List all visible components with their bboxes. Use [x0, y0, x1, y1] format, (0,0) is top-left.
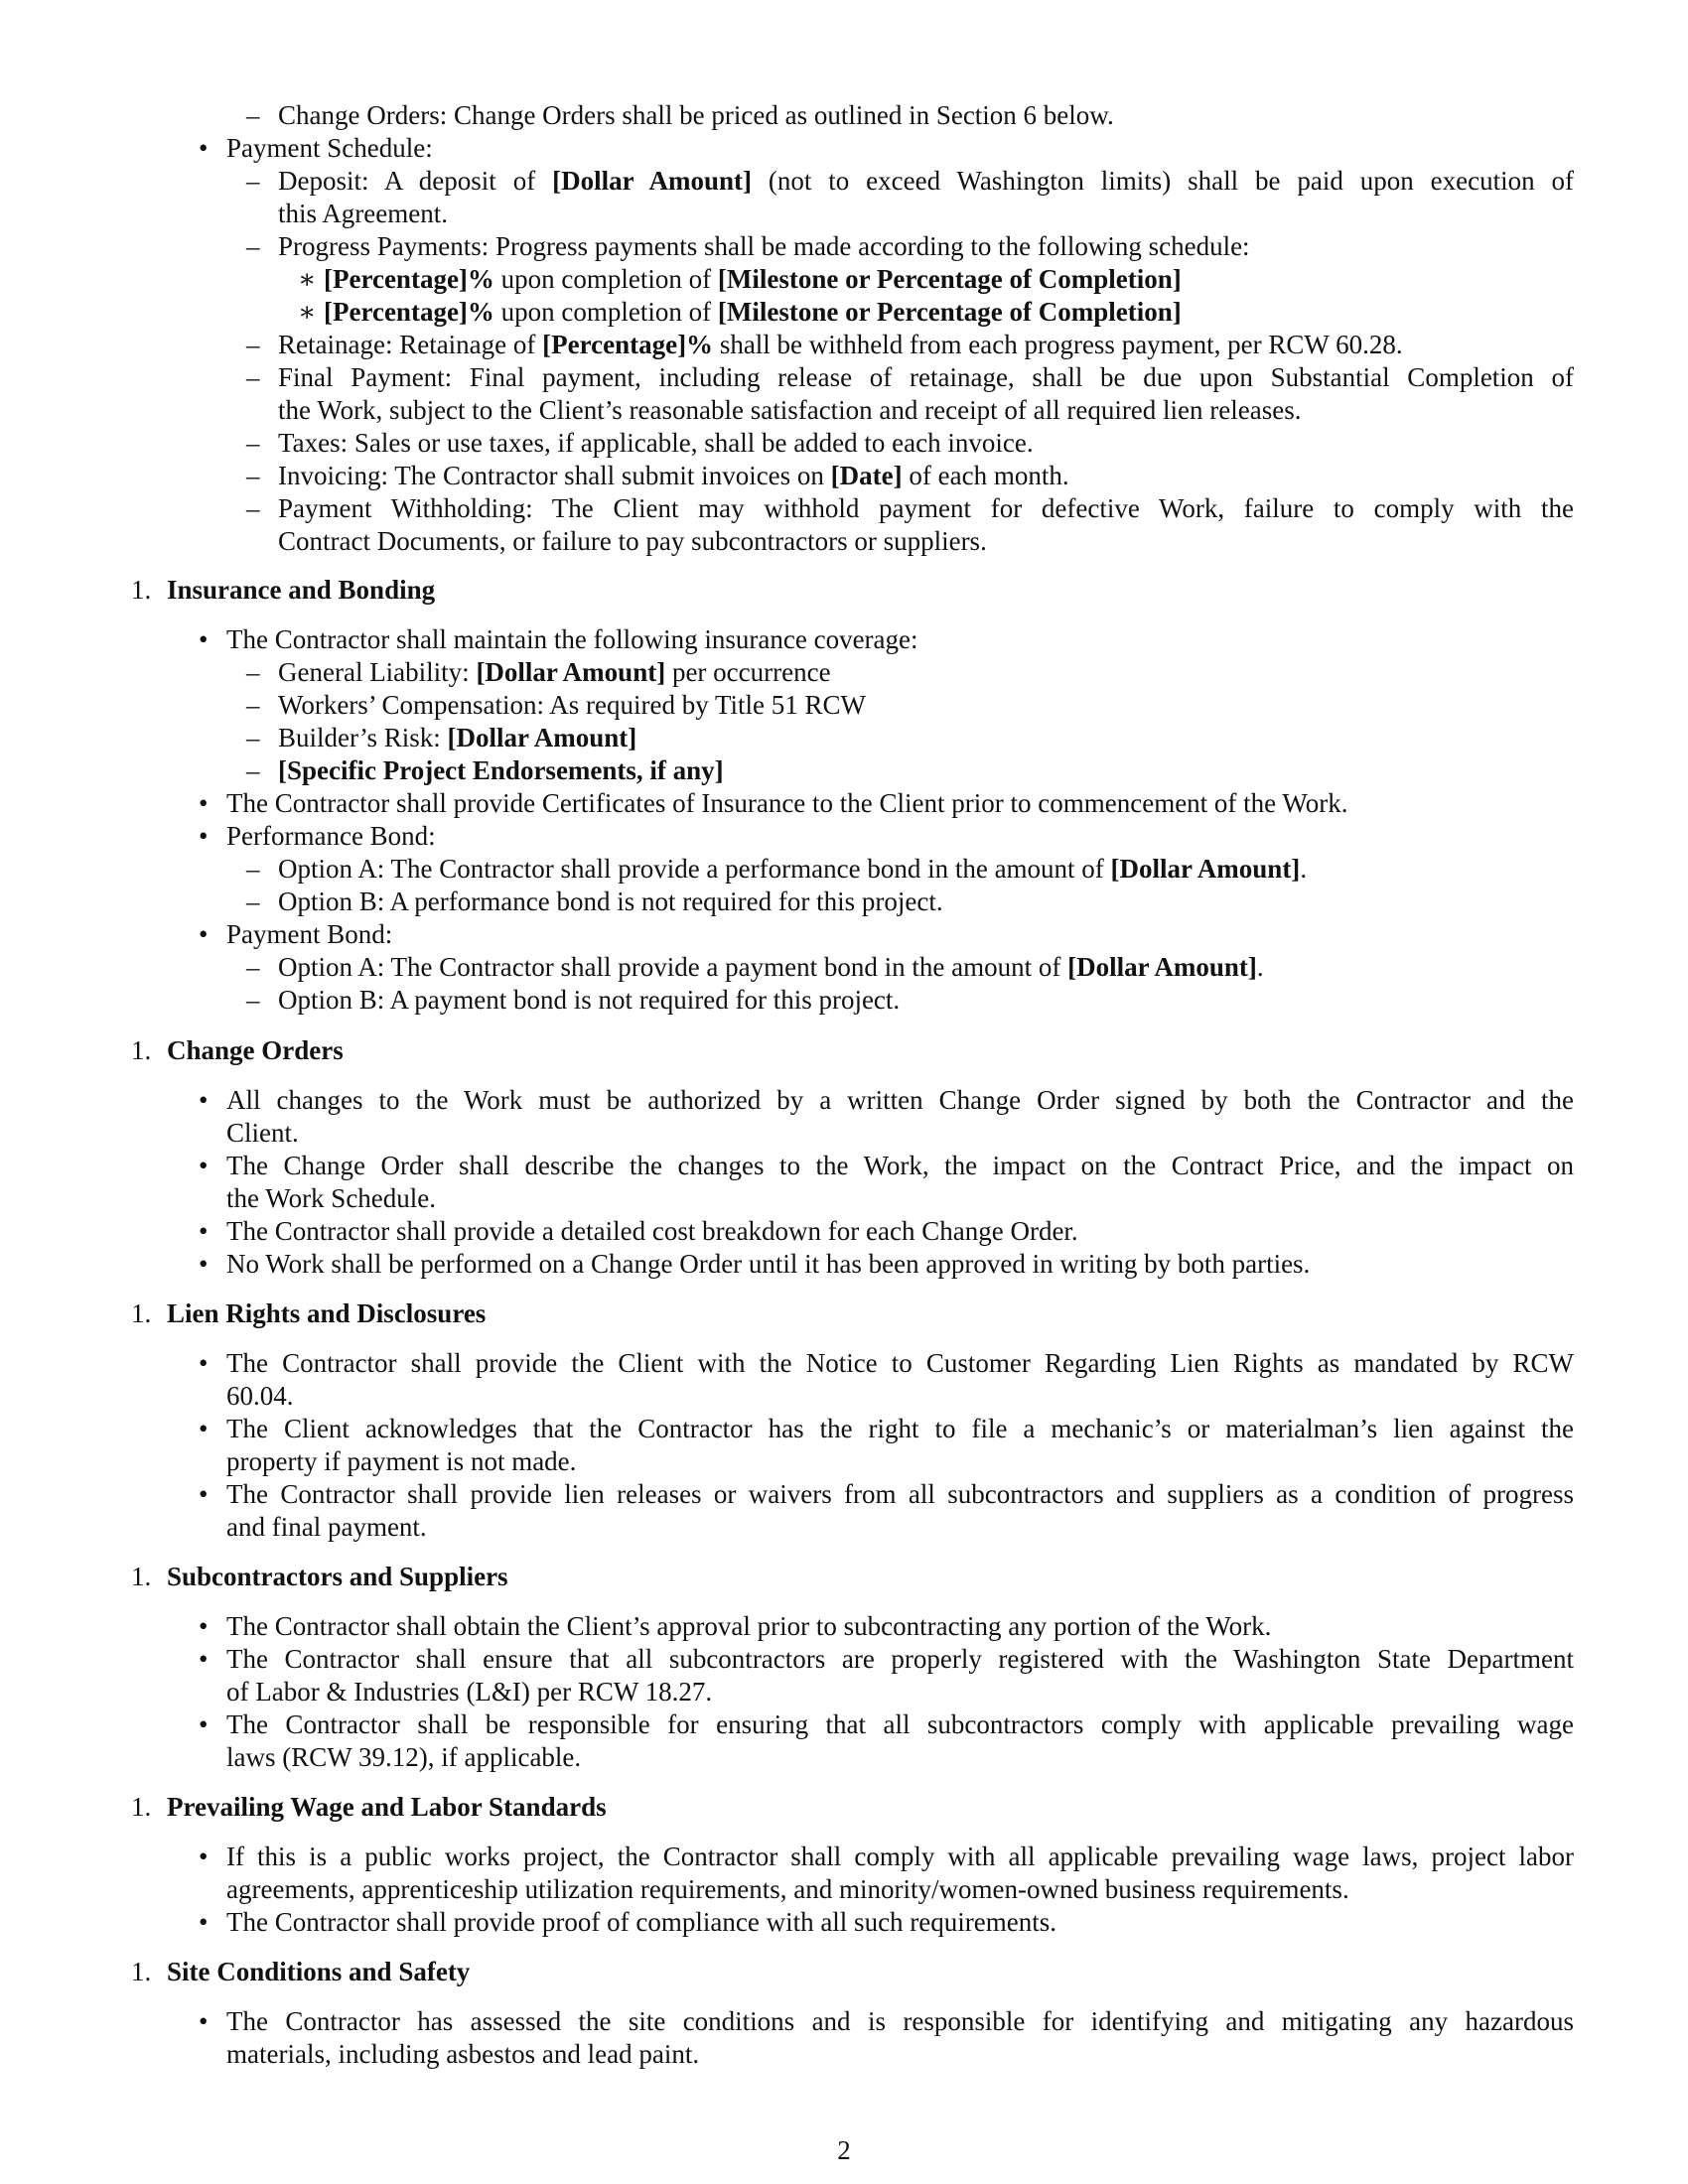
withholding-line-cont: Contract Documents, or failure to pay subcontractors or suppliers. [278, 526, 987, 556]
lien-bullet-3-cont: and final payment. [226, 1512, 427, 1542]
percentage-placeholder: [Percentage]% [542, 330, 714, 359]
bullet-marker: • [199, 788, 209, 818]
lien-bullet-3: The Contractor shall provide lien releases or waivers from all subcontractors and suppliers as a condition of progress [226, 1479, 1574, 1509]
section-heading-site-conditions: Site Conditions and Safety [167, 1957, 471, 1986]
taxes-line: Taxes: Sales or use taxes, if applicable, shall be added to each invoice. [278, 428, 1034, 458]
payment-bond-label: Payment Bond: [226, 919, 393, 949]
dash-marker: – [246, 985, 260, 1015]
certificates-line: The Contractor shall provide Certificates of Insurance to the Client prior to commencement of the Work. [226, 788, 1348, 818]
workers-comp-line: Workers’ Compensation: As required by Title 51 RCW [278, 690, 867, 720]
withholding-line: Payment Withholding: The Client may withhold payment for defective Work, failure to comply with the [278, 493, 1574, 523]
subs-bullet-1: The Contractor shall obtain the Client’s approval prior to subcontracting any portion of the Work. [226, 1611, 1272, 1641]
payment-schedule-label: Payment Schedule: [226, 133, 433, 163]
dollar-amount-placeholder: [Dollar Amount] [552, 166, 752, 196]
bullet-marker: • [199, 1709, 209, 1739]
bullet-marker: • [199, 919, 209, 949]
section-number: 1. [131, 575, 152, 605]
dollar-amount-placeholder: [Dollar Amount] [1067, 952, 1257, 982]
bullet-marker: • [199, 1249, 209, 1279]
deposit-line-cont: this Agreement. [278, 199, 448, 228]
date-placeholder: [Date] [830, 461, 903, 490]
star-marker: ∗ [298, 297, 317, 327]
milestone-placeholder: [Milestone or Percentage of Completion] [717, 264, 1182, 294]
performance-bond-label: Performance Bond: [226, 821, 436, 851]
change-orders-bullet-1-cont: Client. [226, 1118, 299, 1148]
dash-marker: – [246, 330, 260, 359]
insurance-intro: The Contractor shall maintain the following insurance coverage: [226, 624, 918, 654]
performance-option-b: Option B: A performance bond is not required for this project. [278, 887, 943, 916]
dash-marker: – [246, 100, 260, 130]
progress-payments-line: Progress Payments: Progress payments shall be made according to the following schedule: [278, 231, 1250, 261]
dollar-amount-placeholder: [Dollar Amount] [1110, 854, 1301, 884]
percentage-placeholder: [Percentage]% [324, 297, 494, 327]
dash-marker: – [246, 887, 260, 916]
bullet-marker: • [199, 1348, 209, 1378]
milestone-placeholder: [Milestone or Percentage of Completion] [717, 297, 1182, 327]
dollar-amount-placeholder: [Dollar Amount] [476, 657, 666, 687]
section-number: 1. [131, 1298, 152, 1328]
invoicing-line: Invoicing: The Contractor shall submit invoices on [Date] of each month. [278, 461, 1069, 490]
bullet-marker: • [199, 1611, 209, 1641]
milestone-line-2: [Percentage]% upon completion of [Milestone or Percentage of Completion] [324, 297, 1182, 327]
dash-marker: – [246, 166, 260, 196]
dollar-amount-placeholder: [Dollar Amount] [447, 723, 637, 752]
section-number: 1. [131, 1957, 152, 1986]
bullet-marker: • [199, 2006, 209, 2036]
wage-bullet-1: If this is a public works project, the Contractor shall comply with all applicable prevailing wage laws, project labor [226, 1842, 1574, 1871]
payment-option-b: Option B: A payment bond is not required for this project. [278, 985, 901, 1015]
star-marker: ∗ [298, 264, 317, 294]
section-number: 1. [131, 1562, 152, 1591]
dash-marker: – [246, 428, 260, 458]
change-orders-line: Change Orders: Change Orders shall be priced as outlined in Section 6 below. [278, 100, 1114, 130]
bullet-marker: • [199, 1644, 209, 1674]
performance-option-a: Option A: The Contractor shall provide a performance bond in the amount of [Dollar Amount]. [278, 854, 1308, 884]
bullet-marker: • [199, 1479, 209, 1509]
subs-bullet-3: The Contractor shall be responsible for ensuring that all subcontractors comply with applicable prevailing wage [226, 1709, 1574, 1739]
subs-bullet-3-cont: laws (RCW 39.12), if applicable. [226, 1742, 582, 1772]
section-heading-lien: Lien Rights and Disclosures [167, 1298, 487, 1328]
section-heading-change-orders: Change Orders [167, 1035, 344, 1065]
builders-risk-line: Builder’s Risk: [Dollar Amount] [278, 723, 637, 752]
payment-option-a: Option A: The Contractor shall provide a payment bond in the amount of [Dollar Amount]. [278, 952, 1264, 982]
subs-bullet-2-cont: of Labor & Industries (L&I) per RCW 18.27. [226, 1677, 713, 1706]
retainage-line: Retainage: Retainage of [Percentage]% shall be withheld from each progress payment, per RCW 60.28. [278, 330, 1403, 359]
dash-marker: – [246, 755, 260, 785]
bullet-marker: • [199, 1151, 209, 1180]
bullet-marker: • [199, 1907, 209, 1937]
section-number: 1. [131, 1792, 152, 1822]
change-orders-bullet-4: No Work shall be performed on a Change Order until it has been approved in writing by both parties. [226, 1249, 1311, 1279]
subs-bullet-2: The Contractor shall ensure that all subcontractors are properly registered with the Washington State Department [226, 1644, 1574, 1674]
wage-bullet-2: The Contractor shall provide proof of compliance with all such requirements. [226, 1907, 1056, 1937]
final-payment-line: Final Payment: Final payment, including release of retainage, shall be due upon Substantial Completion of [278, 362, 1574, 392]
lien-bullet-1-cont: 60.04. [226, 1381, 294, 1411]
deposit-line: Deposit: A deposit of [Dollar Amount] (not to exceed Washington limits) shall be paid upon execution of [278, 166, 1574, 196]
change-orders-bullet-3: The Contractor shall provide a detailed cost breakdown for each Change Order. [226, 1216, 1078, 1246]
bullet-marker: • [199, 1085, 209, 1115]
change-orders-bullet-2-cont: the Work Schedule. [226, 1183, 437, 1213]
dash-marker: – [246, 854, 260, 884]
dash-marker: – [246, 461, 260, 490]
section-number: 1. [131, 1035, 152, 1065]
dash-marker: – [246, 493, 260, 523]
bullet-marker: • [199, 821, 209, 851]
bullet-marker: • [199, 133, 209, 163]
milestone-line-1: [Percentage]% upon completion of [Milestone or Percentage of Completion] [324, 264, 1182, 294]
lien-bullet-1: The Contractor shall provide the Client with the Notice to Customer Regarding Lien Rights as mandated by RCW [226, 1348, 1574, 1378]
dash-marker: – [246, 657, 260, 687]
dash-marker: – [246, 952, 260, 982]
bullet-marker: • [199, 1842, 209, 1871]
dash-marker: – [246, 690, 260, 720]
page-number: 2 [837, 2135, 851, 2165]
dash-marker: – [246, 362, 260, 392]
section-heading-prevailing-wage: Prevailing Wage and Labor Standards [167, 1792, 607, 1822]
section-heading-insurance: Insurance and Bonding [167, 575, 436, 605]
site-bullet-1: The Contractor has assessed the site conditions and is responsible for identifying and mitigating any hazardous [226, 2006, 1574, 2036]
lien-bullet-2: The Client acknowledges that the Contractor has the right to file a mechanic’s or materialman’s lien against the [226, 1414, 1574, 1443]
wage-bullet-1-cont: agreements, apprenticeship utilization requirements, and minority/women-owned business requirements. [226, 1874, 1349, 1904]
bullet-marker: • [199, 624, 209, 654]
endorsements-placeholder: [Specific Project Endorsements, if any] [278, 755, 724, 785]
bullet-marker: • [199, 1414, 209, 1443]
section-heading-subcontractors: Subcontractors and Suppliers [167, 1562, 508, 1591]
lien-bullet-2-cont: property if payment is not made. [226, 1446, 577, 1476]
general-liability-line: General Liability: [Dollar Amount] per occurrence [278, 657, 831, 687]
percentage-placeholder: [Percentage]% [324, 264, 494, 294]
change-orders-bullet-2: The Change Order shall describe the changes to the Work, the impact on the Contract Price, and the impact on [226, 1151, 1574, 1180]
final-payment-line-cont: the Work, subject to the Client’s reasonable satisfaction and receipt of all required lien releases. [278, 395, 1302, 425]
bullet-marker: • [199, 1216, 209, 1246]
dash-marker: – [246, 231, 260, 261]
site-bullet-1-cont: materials, including asbestos and lead paint. [226, 2039, 700, 2069]
dash-marker: – [246, 723, 260, 752]
endorsements-line [278, 754, 724, 787]
change-orders-bullet-1: All changes to the Work must be authorized by a written Change Order signed by both the Contractor and the [226, 1085, 1574, 1115]
